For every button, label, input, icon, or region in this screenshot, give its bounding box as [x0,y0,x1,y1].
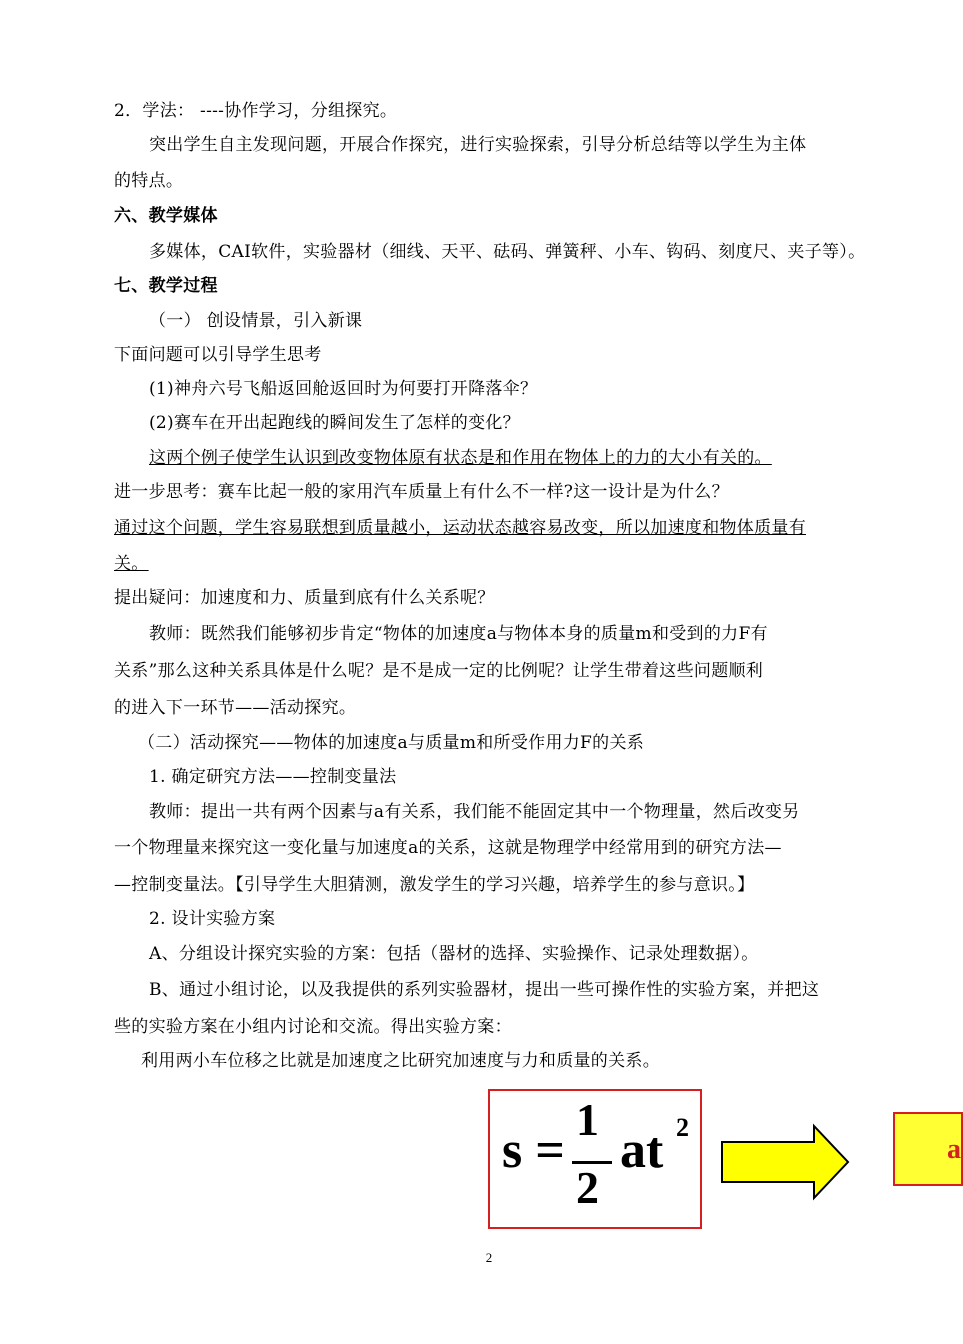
paragraph-line: 利用两小车位移之比就是加速度之比研究加速度与力和质量的关系。 [141,1051,660,1071]
paragraph-line: 进一步思考：赛车比起一般的家用汽车质量上有什么不一样?这一设计是为什么？ [114,482,729,502]
paragraph-line: 关系”那么这种关系具体是什么呢？是不是成一定的比例呢？让学生带着这些问题顺利 [114,661,764,681]
paragraph-line: 多媒体，CAI软件，实验器材（细线、天平、砝码、弹簧秤、小车、钩码、刻度尺、夹子等）。 [149,242,866,262]
formula-rhs: at [620,1122,664,1179]
paragraph-line: 提出疑问：加速度和力、质量到底有什么关系呢？ [114,588,495,608]
question-item: (2)赛车在开出起跑线的瞬间发生了怎样的变化？ [149,413,520,433]
subsection-heading: （二）活动探究——物体的加速度a与质量m和所受作用力F的关系 [138,733,645,753]
subsection-heading: （一） 创设情景，引入新课 [149,311,363,331]
formula-numerator: 1 [576,1094,599,1145]
paragraph-line: 些的实验方案在小组内讨论和交流。得出实验方案： [114,1017,512,1037]
paragraph-line: 突出学生自主发现问题，开展合作探究，进行实验探索，引导分析总结等以学生为主体 [149,135,807,155]
question-item: (1)神舟六号飞船返回舱返回时为何要打开降落伞？ [149,379,538,399]
paragraph-line: 教师：既然我们能够初步肯定“物体的加速度a与物体本身的质量m和受到的力F有 [149,624,768,644]
paragraph-line: 一个物理量来探究这一变化量与加速度a的关系，这就是物理学中经常用到的研究方法— [114,838,782,858]
step-heading: 1. 确定研究方法——控制变量法 [149,767,397,787]
paragraph-line: 下面问题可以引导学生思考 [114,345,322,365]
paragraph-line: A、分组设计探究实验的方案：包括（器材的选择、实验操作、记录处理数据）。 [149,944,759,964]
result-box [893,1112,963,1186]
formula-lhs: s = [502,1122,565,1179]
right-arrow-icon [718,1122,854,1202]
kinematics-formula-box [488,1089,702,1229]
formula-exponent: 2 [676,1113,689,1142]
formula-denominator: 2 [576,1162,599,1213]
learning-method-line: 2．学法： ----协作学习，分组探究。 [114,101,398,121]
section-heading-process: 七、教学过程 [114,276,218,296]
underlined-conclusion: 关。 [114,554,149,574]
underlined-conclusion: 这两个例子使学生认识到改变物体原有状态是和作用在物体上的力的大小有关的。 [149,448,772,468]
page-number: 2 [485,1250,493,1265]
paragraph-line: B、通过小组讨论，以及我提供的系列实验器材，提出一些可操作性的实验方案，并把这 [149,980,820,1000]
paragraph-line: 的特点。 [114,171,184,191]
result-label: a [947,1134,961,1165]
underlined-conclusion: 通过这个问题，学生容易联想到质量越小，运动状态越容易改变，所以加速度和物体质量有 [114,518,806,538]
section-heading-media: 六、教学媒体 [114,206,218,226]
paragraph-line: —控制变量法。【引导学生大胆猜测，激发学生的学习兴趣，培养学生的参与意识。】 [114,875,755,895]
paragraph-line: 教师：提出一共有两个因素与a有关系，我们能不能固定其中一个物理量，然后改变另 [149,802,800,822]
paragraph-line: 的进入下一环节——活动探究。 [114,698,357,718]
step-heading: 2. 设计实验方案 [149,909,276,929]
